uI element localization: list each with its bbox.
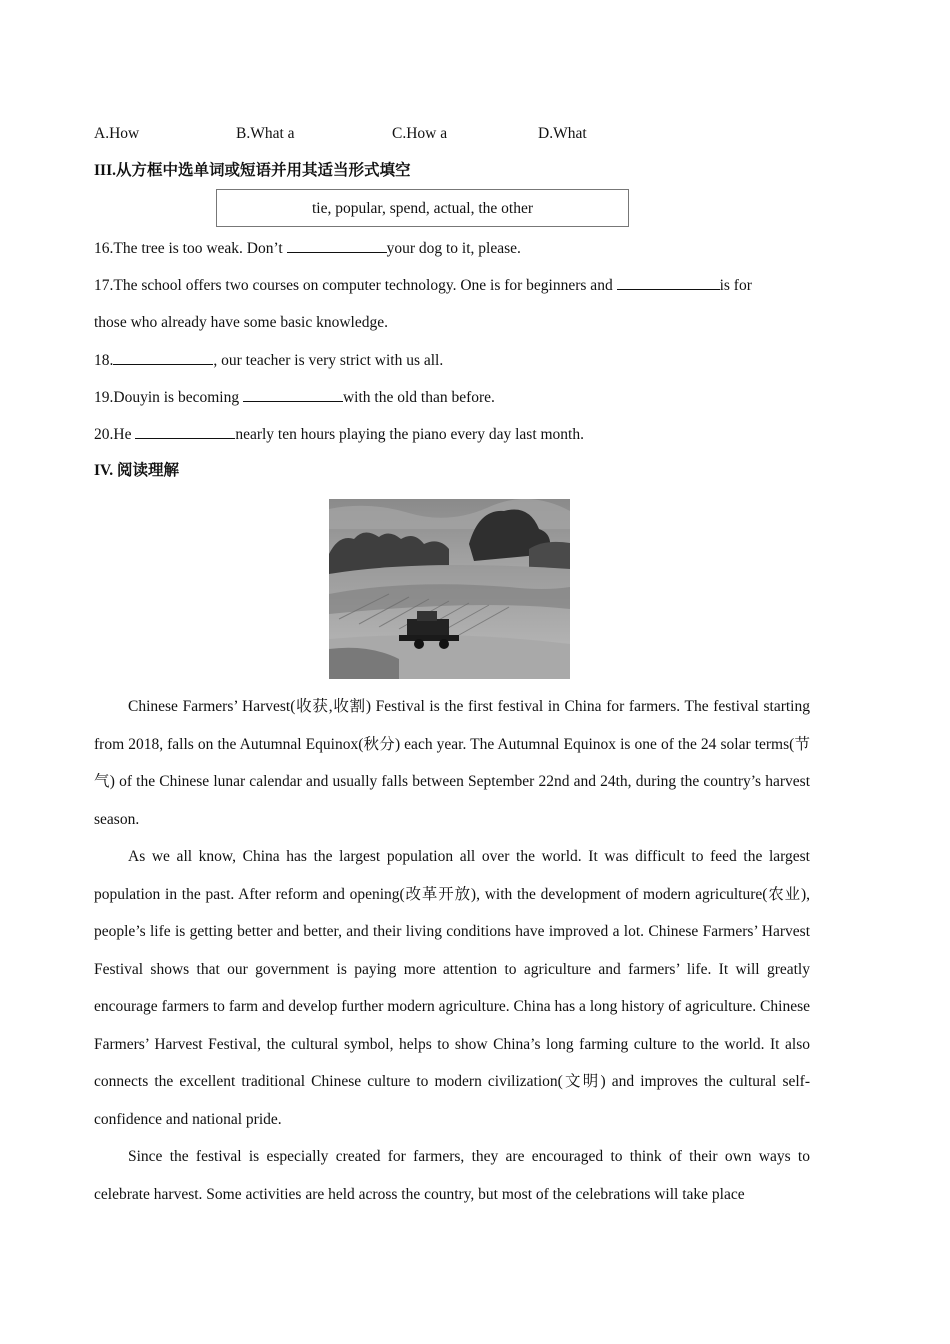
option-d: D.What [538,125,587,142]
section-3-title: III.从方框中选单词或短语并用其适当形式填空 [94,162,411,179]
q16-text-after: your dog to it, please. [386,240,521,257]
question-20 [94,424,584,445]
q20-blank[interactable] [135,424,235,439]
q19-text-after: with the old than before. [342,389,495,406]
q19-text-before: 19.Douyin is becoming [94,389,243,406]
question-18 [94,350,443,371]
option-c: C.How a [392,125,448,142]
q19-blank[interactable] [243,387,343,402]
q17-text-after: is for [719,277,752,294]
q20-text-before: 20.He [94,426,136,443]
option-b: B.What a [236,125,295,142]
question-17 [94,275,810,296]
passage-paragraph-1: Chinese Farmers’ Harvest(收获,收割) Festival is the first festival in China for farmers. The festival starting from 2018, falls on the Autumnal Equinox(秋分) each year. The Autumnal Equinox is one of the 24 solar terms(节气) of the Chinese lunar calendar and usually falls between September 22nd and 24th, during the country’s harvest season. [94,698,810,828]
q17-blank[interactable] [617,275,720,290]
passage-paragraph-3: Since the festival is especially created for farmers, they are encouraged to think of their own ways to celebrate harvest. Some activities are held across the country, but most of the celebrations will take place [94,1148,810,1203]
option-a: A.How [94,125,140,142]
farm-harvest-photo [329,499,570,679]
section-4-title: IV. 阅读理解 [94,462,179,479]
q16-blank[interactable] [287,238,387,253]
question-17-continued: those who already have some basic knowledge. [94,314,388,331]
question-19 [94,387,495,408]
q16-text-before: 16.The tree is too weak. Don’t [94,240,287,257]
q18-blank[interactable] [113,350,213,365]
q18-text-after: , our teacher is very strict with us all. [213,352,444,369]
q20-text-after: nearly ten hours playing the piano every day last month. [235,426,584,443]
reading-passage [94,688,810,1213]
answer-options [94,124,694,144]
q17-text-before: 17.The school offers two courses on computer technology. One is for beginners and [94,277,617,294]
q18-text-before: 18. [94,352,114,369]
question-16 [94,238,521,259]
passage-paragraph-2: As we all know, China has the largest population all over the world. It was difficult to feed the largest population in the past. After reform and opening(改革开放), with the development of modern agriculture(农业), people’s life is getting better and better, and their living conditions have improved a lot. Chinese Farmers’ Harvest Festival shows that our government is paying more attention to agriculture and farmers’ life. It will greatly encourage farmers to farm and develop further modern agriculture. China has a long history of agriculture. Chinese Farmers’ Harvest Festival, the cultural symbol, helps to show China’s long farming culture to the world. It also connects the excellent traditional Chinese culture to modern civilization(文明) and improves the cultural self-confidence and national pride. [94,848,810,1128]
word-box: tie, popular, spend, actual, the other [216,189,629,227]
